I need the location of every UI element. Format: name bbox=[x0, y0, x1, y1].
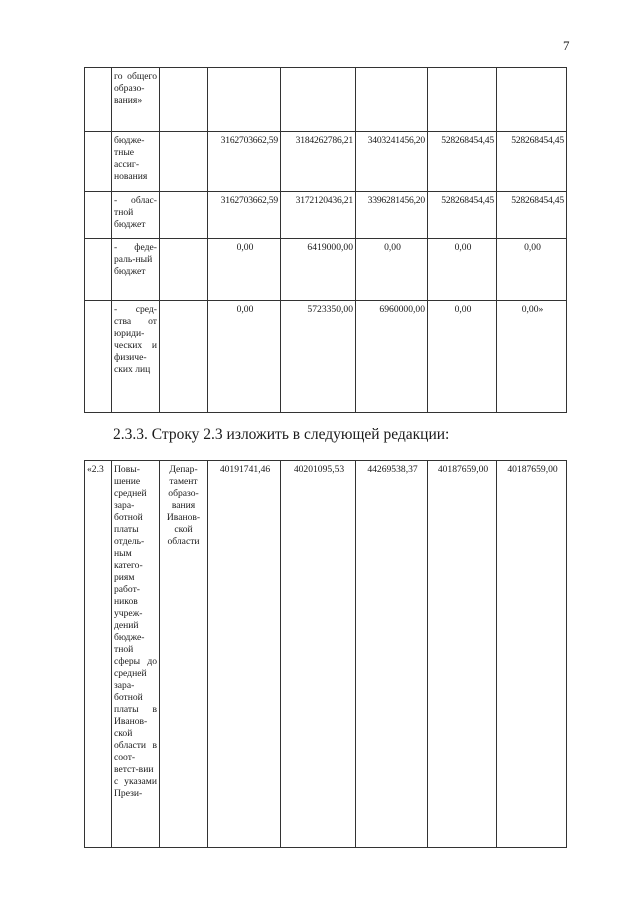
code-cell bbox=[85, 192, 112, 239]
page-number: 7 bbox=[563, 38, 570, 53]
amount-cell: 5723350,00 bbox=[281, 301, 356, 413]
amount-cell: 0,00 bbox=[208, 301, 281, 413]
executor-cell bbox=[160, 132, 208, 192]
code-cell bbox=[85, 301, 112, 413]
funding-source-name: го общего образо-вания» bbox=[112, 68, 160, 132]
amount-cell: 44269538,37 bbox=[356, 461, 428, 848]
amount-cell: 0,00» bbox=[497, 301, 567, 413]
amount-cell: 3396281456,20 bbox=[356, 192, 428, 239]
executor-cell bbox=[160, 239, 208, 301]
amount-cell: 3184262786,21 bbox=[281, 132, 356, 192]
amount-cell bbox=[208, 68, 281, 132]
table-row bbox=[85, 301, 567, 413]
amount-cell: 40201095,53 bbox=[281, 461, 356, 848]
amount-cell: 0,00 bbox=[428, 239, 497, 301]
amount-cell: 0,00 bbox=[497, 239, 567, 301]
funding-source-name: - облас-тной бюджет bbox=[112, 192, 160, 239]
amount-cell: 528268454,45 bbox=[497, 132, 567, 192]
table-row bbox=[85, 68, 567, 132]
amount-cell: 3162703662,59 bbox=[208, 192, 281, 239]
budget-table-row-2-3 bbox=[84, 460, 567, 848]
code-cell bbox=[85, 239, 112, 301]
amount-cell bbox=[428, 68, 497, 132]
table-row bbox=[85, 461, 567, 848]
table-row bbox=[85, 132, 567, 192]
budget-table-continuation bbox=[84, 67, 567, 413]
executor-cell bbox=[160, 68, 208, 132]
code-cell bbox=[85, 132, 112, 192]
executor-cell bbox=[160, 301, 208, 413]
amount-cell: 0,00 bbox=[428, 301, 497, 413]
amount-cell bbox=[356, 68, 428, 132]
amount-cell: 40187659,00 bbox=[428, 461, 497, 848]
amount-cell bbox=[497, 68, 567, 132]
amount-cell: 3162703662,59 bbox=[208, 132, 281, 192]
code-cell bbox=[85, 68, 112, 132]
table-row bbox=[85, 239, 567, 301]
amount-cell: 528268454,45 bbox=[497, 192, 567, 239]
amount-cell: 3172120436,21 bbox=[281, 192, 356, 239]
amount-cell: 6960000,00 bbox=[356, 301, 428, 413]
amount-cell: 528268454,45 bbox=[428, 132, 497, 192]
amount-cell: 528268454,45 bbox=[428, 192, 497, 239]
amount-cell: 40191741,46 bbox=[208, 461, 281, 848]
funding-source-name: бюдже-тные ассиг-нования bbox=[112, 132, 160, 192]
section-caption: 2.3.3. Строку 2.3 изложить в следующей редакции: bbox=[113, 426, 450, 443]
funding-source-name: - феде-раль-ный бюджет bbox=[112, 239, 160, 301]
amount-cell: 40187659,00 bbox=[497, 461, 567, 848]
amount-cell bbox=[281, 68, 356, 132]
row-code: «2.3 bbox=[85, 461, 112, 848]
measure-name: Повы-шение средней зара-ботной платы отдель-ным катего-риям работ-ников учреж-дений бюдже-тной сферы до средней зара-ботной платы в Иванов-ской области в соот-ветст-вии с указами Прези- bbox=[112, 461, 160, 848]
funding-source-name: - сред-ства от юриди-ческих и физиче-ских лиц bbox=[112, 301, 160, 413]
table-row bbox=[85, 192, 567, 239]
amount-cell: 3403241456,20 bbox=[356, 132, 428, 192]
executor-cell bbox=[160, 192, 208, 239]
amount-cell: 6419000,00 bbox=[281, 239, 356, 301]
amount-cell: 0,00 bbox=[208, 239, 281, 301]
amount-cell: 0,00 bbox=[356, 239, 428, 301]
executor-name: Депар-тамент образо-вания Иванов-ской области bbox=[160, 461, 208, 848]
